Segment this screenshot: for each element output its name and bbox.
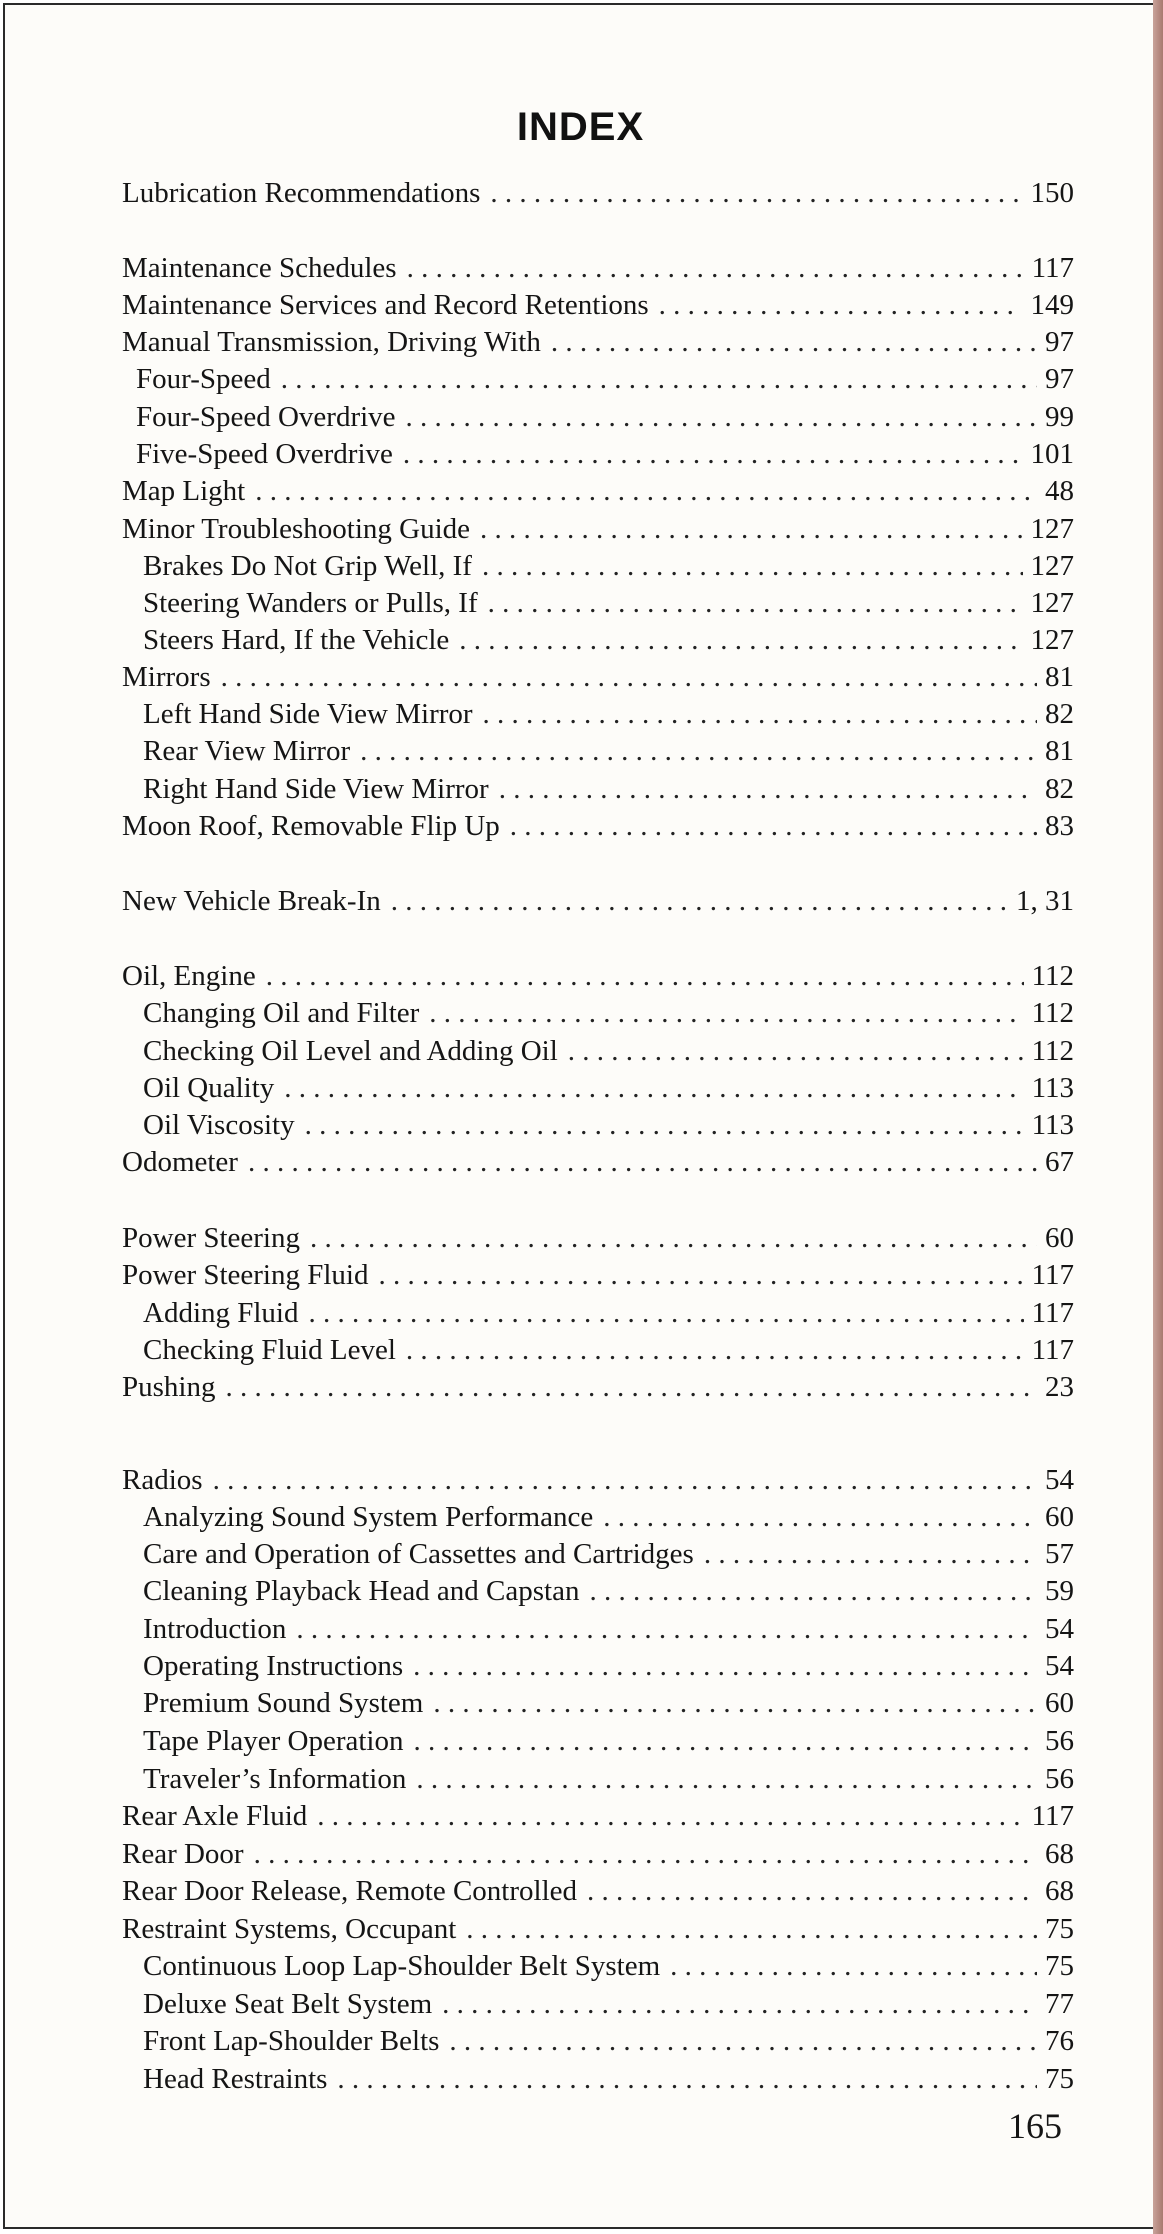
index-entry-label: Steering Wanders or Pulls, If	[143, 587, 478, 619]
dot-leader	[490, 177, 1022, 210]
index-entry-label: Rear Axle Fluid	[122, 1800, 308, 1832]
index-entry-label: Power Steering Fluid	[122, 1259, 369, 1291]
index-entry	[122, 1613, 1074, 1651]
index-entry-page: 127	[1030, 513, 1074, 545]
index-entry-page: 117	[1031, 1297, 1074, 1329]
index-entry	[122, 1334, 1074, 1372]
index-entry-page: 60	[1045, 1687, 1074, 1719]
index-entry-label: Front Lap-Shoulder Belts	[143, 2025, 440, 2057]
index-entry-label: Steers Hard, If the Vehicle	[143, 624, 450, 656]
index-entry	[122, 1950, 1074, 1988]
index-entry-label: Four-Speed Overdrive	[136, 401, 396, 433]
index-entry-label: Head Restraints	[143, 2063, 328, 2095]
index-entry-label: Continuous Loop Lap-Shoulder Belt System	[143, 1950, 661, 1982]
index-entry-page: 127	[1030, 550, 1074, 582]
index-entry	[122, 1875, 1074, 1913]
index-entry-label: Rear View Mirror	[143, 735, 351, 767]
index-entry	[122, 735, 1074, 773]
index-entry-page: 59	[1045, 1575, 1074, 1607]
index-entry-label: Lubrication Recommendations	[122, 177, 481, 209]
index-entry-page: 1, 31	[1016, 885, 1074, 917]
index-entry-page: 77	[1045, 1988, 1074, 2020]
index-entry-page: 68	[1045, 1875, 1074, 1907]
index-entry-label: Brakes Do Not Grip Well, If	[143, 550, 472, 582]
index-entry-label: Oil Viscosity	[143, 1109, 295, 1141]
index-entry-page: 99	[1045, 401, 1074, 433]
index-entry	[122, 1687, 1074, 1725]
index-entry	[122, 1650, 1074, 1688]
index-entry-label: Minor Troubleshooting Guide	[122, 513, 471, 545]
index-entry-label: Maintenance Services and Record Retentions	[122, 289, 649, 321]
index-entry	[122, 2025, 1074, 2063]
index-entry	[122, 326, 1074, 364]
dot-leader	[587, 1875, 1037, 1908]
index-entry-page: 56	[1045, 1725, 1074, 1757]
dot-leader	[305, 1109, 1024, 1142]
index-entry-label: Traveler’s Information	[143, 1763, 407, 1795]
index-entry-label: Introduction	[143, 1613, 287, 1645]
index-entry-label: Radios	[122, 1464, 203, 1496]
dot-leader	[480, 513, 1022, 546]
index-entry-page: 82	[1045, 698, 1074, 730]
dot-leader	[433, 1687, 1037, 1720]
index-entry-page: 75	[1045, 1913, 1074, 1945]
index-entry-page: 75	[1045, 1950, 1074, 1982]
index-entry-page: 117	[1031, 1800, 1074, 1832]
index-entry-page: 113	[1031, 1109, 1074, 1141]
index-entry-label: Maintenance Schedules	[122, 252, 397, 284]
index-entry-label: Deluxe Seat Belt System	[143, 1988, 433, 2020]
index-entry-page: 67	[1045, 1146, 1074, 1178]
index-entry	[122, 1146, 1074, 1184]
index-entry-label: New Vehicle Break-In	[122, 885, 381, 917]
index-entry	[122, 1035, 1074, 1073]
index-entry-label: Restraint Systems, Occupant	[122, 1913, 457, 1945]
page-edge	[1153, 0, 1163, 2234]
index-entry	[122, 1913, 1074, 1951]
index-entry-page: 113	[1031, 1072, 1074, 1104]
index-entry-page: 56	[1045, 1763, 1074, 1795]
index-entry-page: 127	[1030, 624, 1074, 656]
dot-leader	[281, 363, 1037, 396]
index-entry-label: Odometer	[122, 1146, 238, 1178]
dot-leader	[551, 326, 1037, 359]
dot-leader	[403, 438, 1023, 471]
index-entry	[122, 1800, 1074, 1838]
dot-leader	[266, 960, 1024, 993]
index-entry-page: 54	[1045, 1613, 1074, 1645]
dot-leader	[429, 997, 1023, 1030]
index-entry-page: 81	[1045, 735, 1074, 767]
index-entry-page: 54	[1045, 1650, 1074, 1682]
index-entry-page: 83	[1045, 810, 1074, 842]
index-entry	[122, 960, 1074, 998]
index-entry-label: Tape Player Operation	[143, 1725, 404, 1757]
index-entry	[122, 1763, 1074, 1801]
index-entry	[122, 624, 1074, 662]
dot-leader	[391, 885, 1008, 918]
dot-leader	[510, 810, 1037, 843]
index-entry-page: 97	[1045, 363, 1074, 395]
index-entry	[122, 1464, 1074, 1502]
index-entry-label: Power Steering	[122, 1222, 300, 1254]
index-entry-label: Cleaning Playback Head and Capstan	[143, 1575, 580, 1607]
index-entry-label: Care and Operation of Cassettes and Cartridges	[143, 1538, 694, 1570]
index-entry-page: 112	[1031, 997, 1074, 1029]
index-entry	[122, 2063, 1074, 2101]
dot-leader	[483, 698, 1037, 731]
index-entry	[122, 177, 1074, 215]
index-entry-label: Rear Door	[122, 1838, 244, 1870]
index-entry	[122, 475, 1074, 513]
index-entry	[122, 587, 1074, 625]
index-entry-page: 75	[1045, 2063, 1074, 2095]
index-entry	[122, 698, 1074, 736]
index-entry	[122, 401, 1074, 439]
dot-leader	[449, 2025, 1037, 2058]
index-entry	[122, 438, 1074, 476]
dot-leader	[406, 401, 1037, 434]
dot-leader	[255, 475, 1037, 508]
index-entry-page: 68	[1045, 1838, 1074, 1870]
index-entry-page: 97	[1045, 326, 1074, 358]
index-entry-page: 112	[1031, 960, 1074, 992]
index-entry	[122, 810, 1074, 848]
dot-leader	[482, 550, 1023, 583]
index-entry-page: 101	[1030, 438, 1074, 470]
index-entry	[122, 1725, 1074, 1763]
index-entry-label: Map Light	[122, 475, 246, 507]
index-entry-label: Right Hand Side View Mirror	[143, 773, 489, 805]
dot-leader	[213, 1464, 1037, 1497]
dot-leader	[704, 1538, 1037, 1571]
dot-leader	[413, 1725, 1037, 1758]
index-entry-label: Operating Instructions	[143, 1650, 404, 1682]
index-entry-label: Five-Speed Overdrive	[136, 438, 393, 470]
index-entry-label: Four-Speed	[136, 363, 271, 395]
dot-leader	[670, 1950, 1037, 1983]
page-number: 165	[1008, 2106, 1062, 2146]
page-title: INDEX	[516, 105, 645, 149]
index-entry-page: 54	[1045, 1464, 1074, 1496]
index-entry-page: 127	[1030, 587, 1074, 619]
dot-leader	[360, 735, 1037, 768]
dot-leader	[296, 1613, 1037, 1646]
index-entry	[122, 1109, 1074, 1147]
index-entry-page: 48	[1045, 475, 1074, 507]
dot-leader	[590, 1575, 1038, 1608]
dot-leader	[499, 773, 1037, 806]
index-entry-label: Oil Quality	[143, 1072, 275, 1104]
index-entry-label: Adding Fluid	[143, 1297, 299, 1329]
index-entry-page: 117	[1031, 1259, 1074, 1291]
index-entry	[122, 661, 1074, 699]
index-entry	[122, 1988, 1074, 2026]
index-entry-label: Oil, Engine	[122, 960, 256, 992]
index-entry-label: Changing Oil and Filter	[143, 997, 420, 1029]
dot-leader	[379, 1259, 1024, 1292]
dot-leader	[317, 1800, 1023, 1833]
dot-leader	[442, 1988, 1037, 2021]
index-entry	[122, 1072, 1074, 1110]
index-entry-page: 117	[1031, 252, 1074, 284]
dot-leader	[488, 587, 1023, 620]
index-entry-label: Checking Oil Level and Adding Oil	[143, 1035, 558, 1067]
index-entry-label: Mirrors	[122, 661, 211, 693]
dot-leader	[254, 1838, 1037, 1871]
dot-leader	[466, 1913, 1037, 1946]
index-entry	[122, 1501, 1074, 1539]
dot-leader	[416, 1763, 1037, 1796]
index-entry-page: 149	[1030, 289, 1074, 321]
index-entry	[122, 885, 1074, 923]
dot-leader	[406, 1334, 1024, 1367]
dot-leader	[568, 1035, 1024, 1068]
dot-leader	[413, 1650, 1037, 1683]
index-entry	[122, 773, 1074, 811]
dot-leader	[225, 1371, 1037, 1404]
index-entry	[122, 1538, 1074, 1576]
index-entry-label: Manual Transmission, Driving With	[122, 326, 541, 358]
index-entry-page: 60	[1045, 1501, 1074, 1533]
index-entry-page: 23	[1045, 1371, 1074, 1403]
index-entry	[122, 513, 1074, 551]
index-entry	[122, 1297, 1074, 1335]
dot-leader	[407, 252, 1024, 285]
index-entry	[122, 1222, 1074, 1260]
index-entry-label: Pushing	[122, 1371, 216, 1403]
index-entry-label: Premium Sound System	[143, 1687, 424, 1719]
index-entry-label: Analyzing Sound System Performance	[143, 1501, 594, 1533]
index-entry-page: 81	[1045, 661, 1074, 693]
dot-leader	[248, 1146, 1037, 1179]
index-entry	[122, 363, 1074, 401]
index-entry	[122, 1259, 1074, 1297]
index-entry-page: 60	[1045, 1222, 1074, 1254]
dot-leader	[309, 1297, 1024, 1330]
index-entry-label: Checking Fluid Level	[143, 1334, 396, 1366]
index-entry	[122, 252, 1074, 290]
index-entry	[122, 550, 1074, 588]
index-page	[3, 3, 1156, 2229]
index-entry-page: 82	[1045, 773, 1074, 805]
index-entry-page: 76	[1045, 2025, 1074, 2057]
index-entry	[122, 1575, 1074, 1613]
index-entry	[122, 997, 1074, 1035]
index-entry-label: Rear Door Release, Remote Controlled	[122, 1875, 578, 1907]
dot-leader	[221, 661, 1037, 694]
index-entry-label: Left Hand Side View Mirror	[143, 698, 473, 730]
index-entry-page: 112	[1031, 1035, 1074, 1067]
dot-leader	[659, 289, 1023, 322]
index-entry	[122, 1838, 1074, 1876]
dot-leader	[310, 1222, 1037, 1255]
index-entry	[122, 1371, 1074, 1409]
index-entry-page: 117	[1031, 1334, 1074, 1366]
dot-leader	[284, 1072, 1023, 1105]
index-entry-label: Moon Roof, Removable Flip Up	[122, 810, 500, 842]
index-entry-page: 57	[1045, 1538, 1074, 1570]
index-entry	[122, 289, 1074, 327]
dot-leader	[337, 2063, 1037, 2096]
dot-leader	[459, 624, 1022, 657]
dot-leader	[603, 1501, 1037, 1534]
index-entry-page: 150	[1030, 177, 1074, 209]
